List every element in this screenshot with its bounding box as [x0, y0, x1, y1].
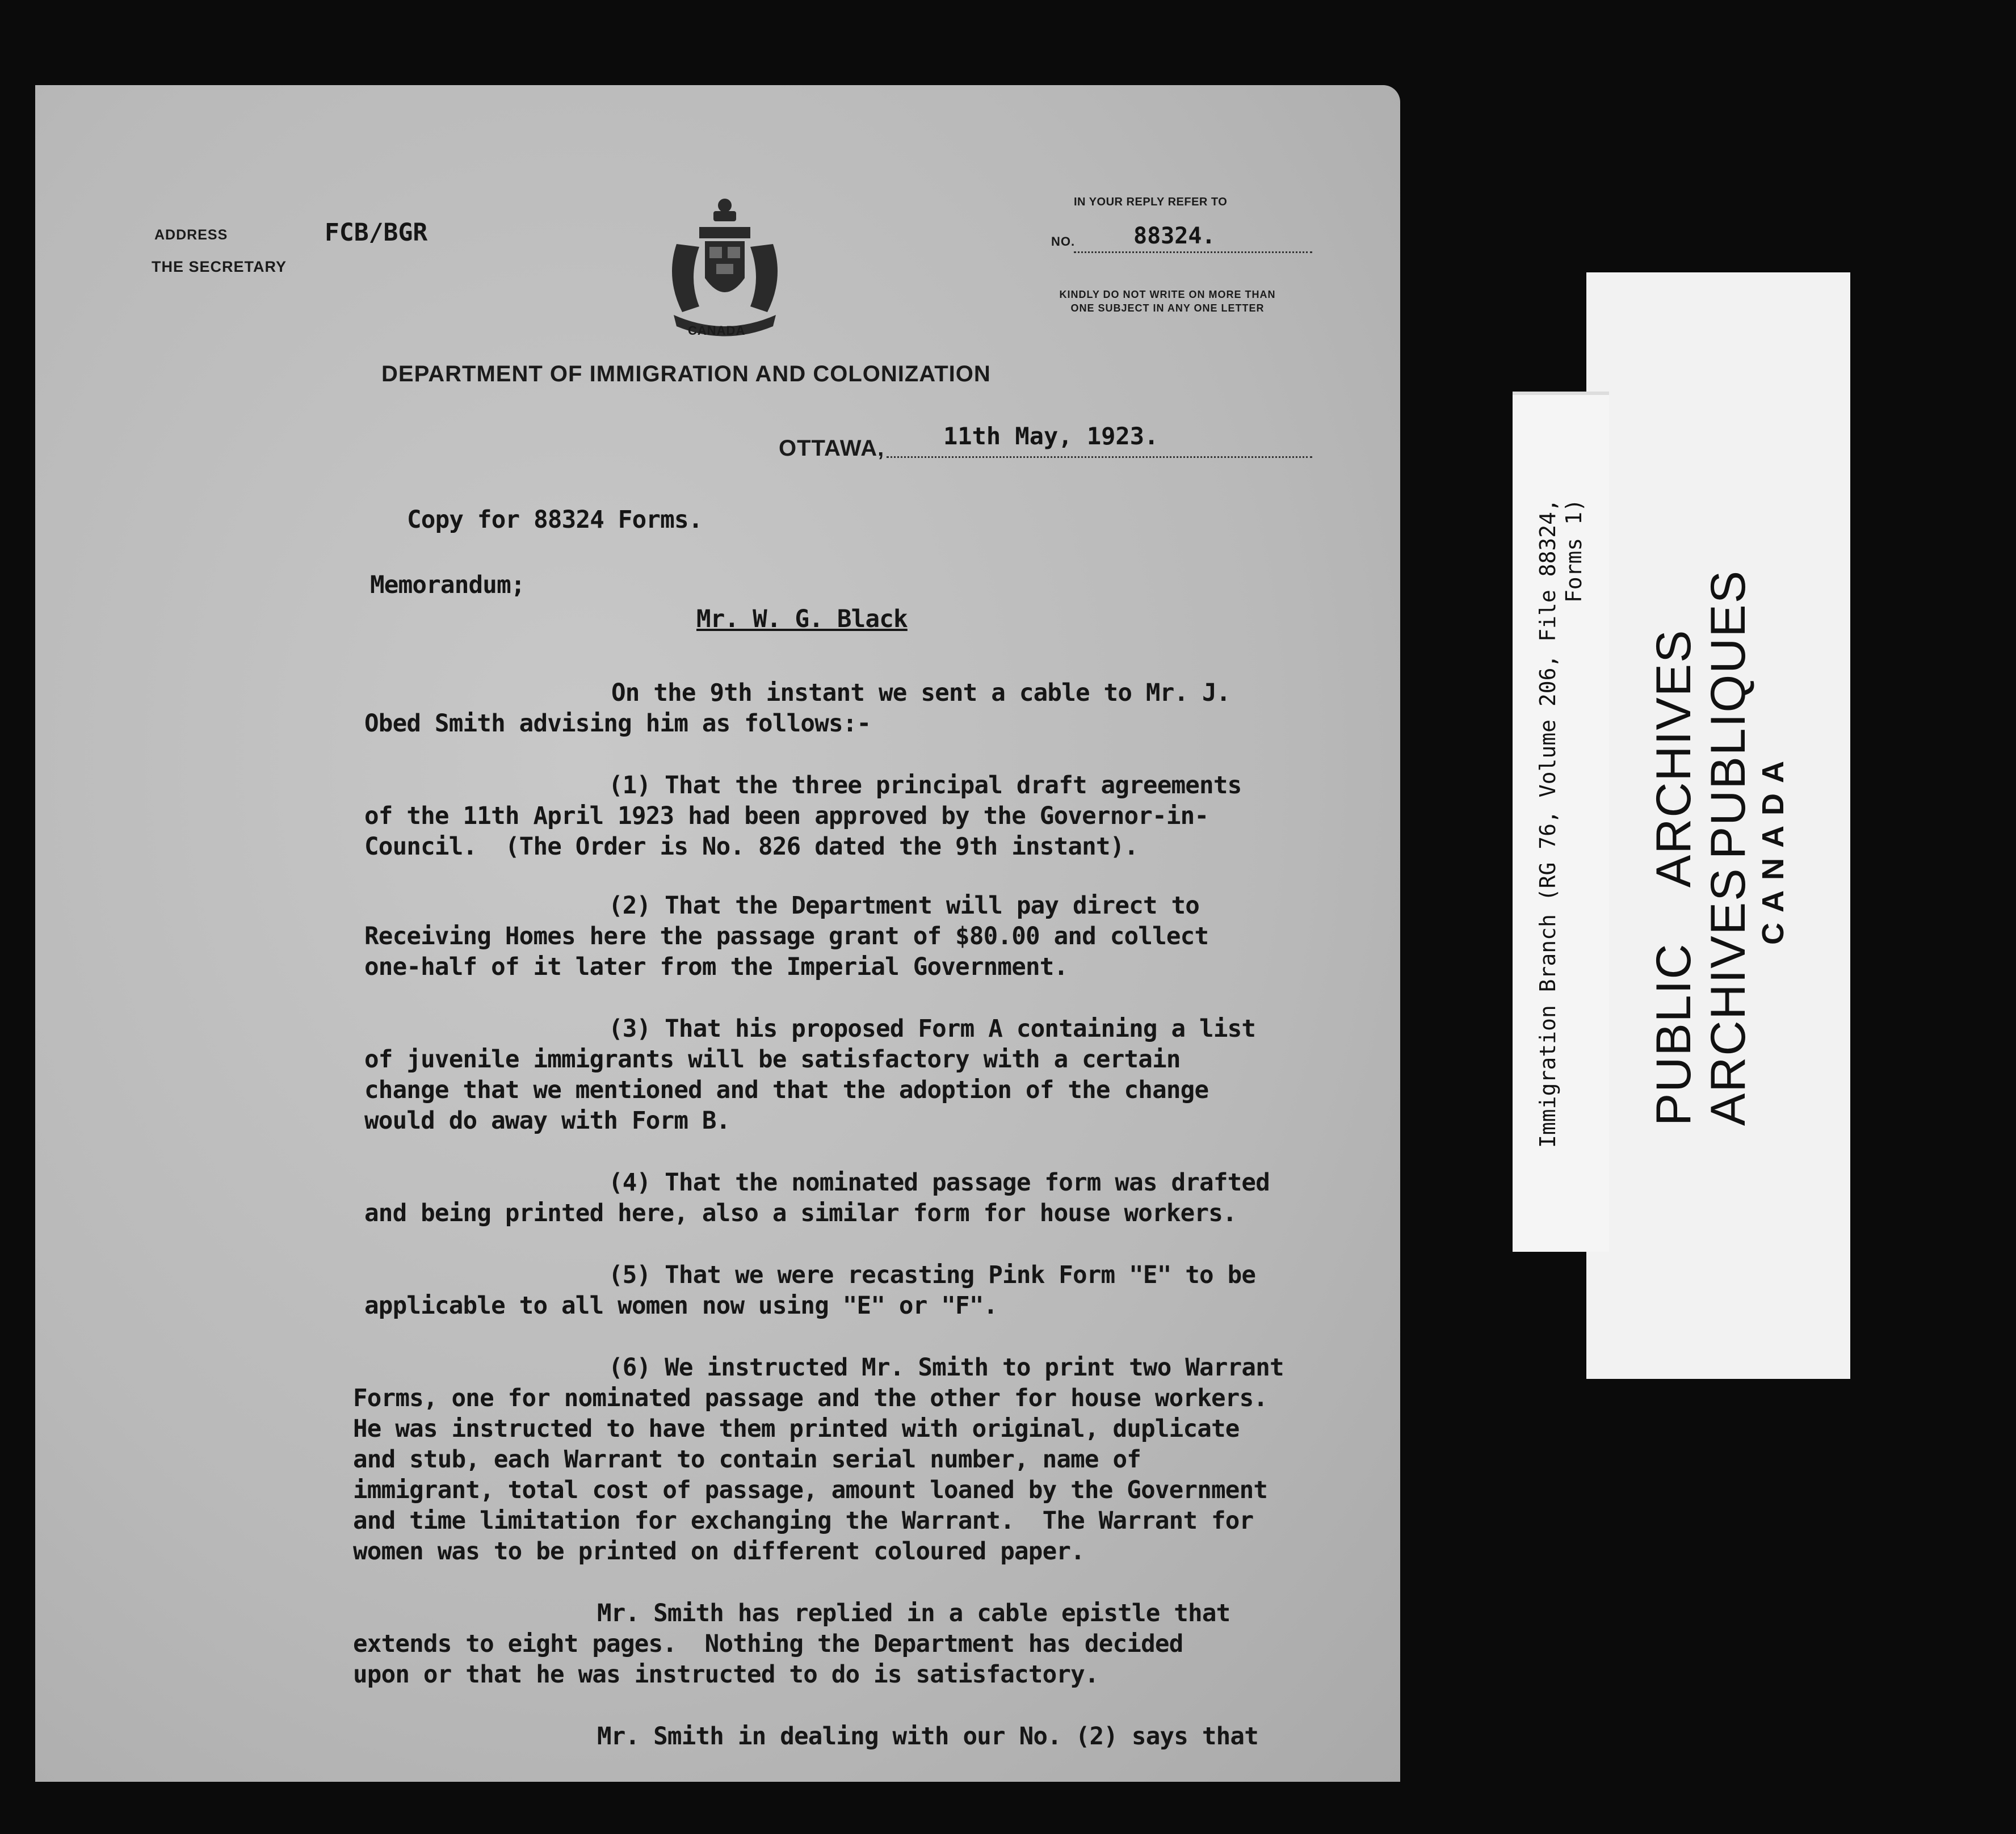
reference-text — [1535, 499, 1587, 1148]
archives-word-fr: ARCHIVES — [1700, 867, 1755, 1126]
body-line-20: and stub, each Warrant to contain serial number, name of — [353, 1446, 1141, 1474]
body-line-25: extends to eight pages. Nothing the Department has decided — [353, 1630, 1183, 1658]
body-line-21: immigrant, total cost of passage, amount loaned by the Government — [353, 1477, 1268, 1504]
body-line-27: Mr. Smith in dealing with our No. (2) says that — [597, 1723, 1258, 1751]
number-dotted-line — [1074, 251, 1312, 253]
canada-word: CANADA — [1755, 751, 1790, 945]
body-line-16: applicable to all women now using "E" or "F". — [364, 1292, 998, 1320]
address-name: THE SECRETARY — [152, 258, 287, 275]
memorandum-page — [35, 85, 1400, 1782]
body-line-6: (2) That the Department will pay direct to — [608, 892, 1200, 920]
body-line-7: Receiving Homes here the passage grant of $80.00 and collect — [364, 923, 1209, 950]
archives-stamp — [1647, 570, 1791, 1126]
body-line-3: (1) That the three principal draft agreements — [608, 772, 1242, 800]
number-label: NO. — [1051, 234, 1076, 249]
body-line-5: Council. (The Order is No. 826 dated the 9th instant). — [364, 833, 1139, 861]
archives-label-card — [1586, 272, 1850, 1379]
body-line-23: women was to be printed on different coloured paper. — [353, 1538, 1085, 1566]
body-line-18: Forms, one for nominated passage and the other for house workers. — [353, 1385, 1268, 1412]
file-number: 88324. — [1133, 223, 1216, 249]
reference-label-strip — [1513, 392, 1609, 1252]
reference-line-2: Forms 1) — [1561, 499, 1586, 603]
body-line-22: and time limitation for exchanging the Warrant. The Warrant for — [353, 1507, 1254, 1535]
body-line-4: of the 11th April 1923 had been approved by the Governor-in- — [364, 802, 1209, 830]
subject-line: Mr. W. G. Black — [696, 605, 908, 633]
public-word: PUBLIC — [1646, 943, 1701, 1126]
crest-caption: CANADA — [688, 323, 746, 338]
memorandum-heading: Memorandum; — [370, 571, 525, 599]
body-line-9: (3) That his proposed Form A containing a list — [608, 1015, 1256, 1043]
address-label: ADDRESS — [154, 227, 228, 243]
reference-line-1: Immigration Branch (RG 76, Volume 206, File 88324, — [1535, 499, 1560, 1148]
archives-word-en: ARCHIVES — [1646, 629, 1701, 888]
kindly-line-1: KINDLY DO NOT WRITE ON MORE THAN — [1059, 289, 1276, 300]
city-label: OTTAWA, — [779, 436, 885, 461]
body-line-11: change that we mentioned and that the adoption of the change — [364, 1076, 1209, 1104]
reply-reference-heading: IN YOUR REPLY REFER TO — [1074, 196, 1228, 208]
body-line-13: (4) That the nominated passage form was drafted — [608, 1169, 1270, 1197]
reference-initials: FCB/BGR — [325, 218, 428, 247]
department-name: DEPARTMENT OF IMMIGRATION AND COLONIZATION — [381, 361, 991, 386]
body-line-15: (5) That we were recasting Pink Form "E" to be — [608, 1261, 1256, 1289]
kindly-notice — [1011, 288, 1324, 315]
body-line-17: (6) We instructed Mr. Smith to print two Warrant — [608, 1354, 1284, 1382]
date-dotted-line — [887, 456, 1312, 458]
body-line-8: one-half of it later from the Imperial Government. — [364, 953, 1068, 981]
body-line-19: He was instructed to have them printed with original, duplicate — [353, 1415, 1240, 1443]
kindly-line-2: ONE SUBJECT IN ANY ONE LETTER — [1070, 302, 1265, 314]
body-line-1: On the 9th instant we sent a cable to Mr. J. — [611, 679, 1230, 707]
letter-date: 11th May, 1923. — [943, 422, 1159, 450]
body-line-14: and being printed here, also a similar form for house workers. — [364, 1200, 1237, 1227]
body-line-10: of juvenile immigrants will be satisfactory with a certain — [364, 1046, 1181, 1074]
publiques-word: PUBLIQUES — [1700, 569, 1755, 860]
body-line-12: would do away with Form B. — [364, 1107, 730, 1135]
body-line-26: upon or that he was instructed to do is satisfactory. — [353, 1661, 1099, 1689]
body-line-24: Mr. Smith has replied in a cable epistle that — [597, 1600, 1230, 1627]
body-line-2: Obed Smith advising him as follows:- — [364, 710, 871, 738]
copy-line: Copy for 88324 Forms. — [407, 506, 703, 534]
